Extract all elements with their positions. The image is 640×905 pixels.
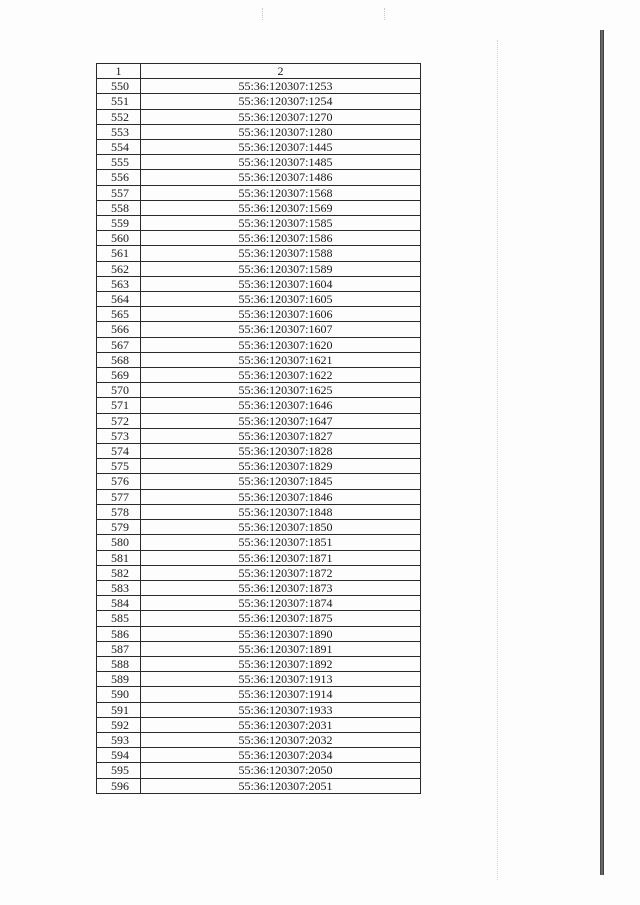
cadastral-number-cell: 55:36:120307:1892: [141, 656, 421, 671]
table-row: [97, 778, 421, 793]
cadastral-number-cell: 55:36:120307:1586: [141, 231, 421, 246]
cadastral-number-cell: 55:36:120307:1254: [141, 94, 421, 109]
cadastral-number-cell: 55:36:120307:1850: [141, 520, 421, 535]
cadastral-number-cell: 55:36:120307:1589: [141, 261, 421, 276]
table-header-row: [97, 64, 421, 79]
cadastral-number-cell: 55:36:120307:1891: [141, 641, 421, 656]
row-number-cell: 552: [97, 109, 141, 124]
cadastral-number-cell: 55:36:120307:1872: [141, 565, 421, 580]
row-number-cell: 551: [97, 94, 141, 109]
row-number-cell: 562: [97, 261, 141, 276]
cadastral-number-cell: 55:36:120307:1588: [141, 246, 421, 261]
row-number-cell: 572: [97, 413, 141, 428]
cadastral-number-cell: 55:36:120307:1875: [141, 611, 421, 626]
table-row: [97, 261, 421, 276]
column-header-code: 2: [141, 64, 421, 79]
cadastral-number-cell: 55:36:120307:1253: [141, 79, 421, 94]
row-number-cell: 566: [97, 322, 141, 337]
table-row: [97, 672, 421, 687]
table-row: [97, 565, 421, 580]
row-number-cell: 557: [97, 185, 141, 200]
cadastral-number-cell: 55:36:120307:1604: [141, 276, 421, 291]
cadastral-number-cell: 55:36:120307:1569: [141, 200, 421, 215]
table-row: [97, 626, 421, 641]
row-number-cell: 584: [97, 596, 141, 611]
row-number-cell: 596: [97, 778, 141, 793]
cadastral-number-cell: 55:36:120307:2050: [141, 763, 421, 778]
cadastral-number-cell: 55:36:120307:1607: [141, 322, 421, 337]
row-number-cell: 579: [97, 520, 141, 535]
table-row: [97, 124, 421, 139]
cadastral-number-cell: 55:36:120307:1568: [141, 185, 421, 200]
cadastral-number-cell: 55:36:120307:2034: [141, 748, 421, 763]
row-number-cell: 594: [97, 748, 141, 763]
cadastral-number-cell: 55:36:120307:1890: [141, 626, 421, 641]
cadastral-number-cell: 55:36:120307:1933: [141, 702, 421, 717]
table-row: [97, 535, 421, 550]
table-header: [97, 64, 421, 79]
row-number-cell: 578: [97, 504, 141, 519]
cadastral-number-cell: 55:36:120307:1625: [141, 383, 421, 398]
registry-table-container: [96, 63, 420, 794]
row-number-cell: 585: [97, 611, 141, 626]
cadastral-number-cell: 55:36:120307:1846: [141, 489, 421, 504]
row-number-cell: 574: [97, 444, 141, 459]
row-number-cell: 592: [97, 717, 141, 732]
cadastral-number-cell: 55:36:120307:1647: [141, 413, 421, 428]
table-row: [97, 504, 421, 519]
cadastral-number-cell: 55:36:120307:1827: [141, 428, 421, 443]
table-row: [97, 596, 421, 611]
table-row: [97, 732, 421, 747]
table-row: [97, 459, 421, 474]
row-number-cell: 564: [97, 292, 141, 307]
table-row: [97, 656, 421, 671]
row-number-cell: 587: [97, 641, 141, 656]
row-number-cell: 573: [97, 428, 141, 443]
table-row: [97, 368, 421, 383]
cadastral-number-cell: 55:36:120307:1914: [141, 687, 421, 702]
cadastral-number-cell: 55:36:120307:1621: [141, 352, 421, 367]
table-row: [97, 520, 421, 535]
cadastral-number-cell: 55:36:120307:1646: [141, 398, 421, 413]
cadastral-number-cell: 55:36:120307:1913: [141, 672, 421, 687]
row-number-cell: 561: [97, 246, 141, 261]
table-row: [97, 337, 421, 352]
row-number-cell: 569: [97, 368, 141, 383]
cadastral-number-cell: 55:36:120307:1585: [141, 216, 421, 231]
table-row: [97, 200, 421, 215]
scan-artifact-line: [497, 40, 499, 880]
table-row: [97, 398, 421, 413]
row-number-cell: 568: [97, 352, 141, 367]
row-number-cell: 559: [97, 216, 141, 231]
row-number-cell: 554: [97, 140, 141, 155]
row-number-cell: 555: [97, 155, 141, 170]
row-number-cell: 576: [97, 474, 141, 489]
table-row: [97, 702, 421, 717]
cadastral-number-cell: 55:36:120307:1845: [141, 474, 421, 489]
table-row: [97, 246, 421, 261]
row-number-cell: 556: [97, 170, 141, 185]
cadastral-number-cell: 55:36:120307:1485: [141, 155, 421, 170]
table-row: [97, 444, 421, 459]
table-row: [97, 94, 421, 109]
table-row: [97, 185, 421, 200]
table-row: [97, 641, 421, 656]
table-row: [97, 155, 421, 170]
table-row: [97, 748, 421, 763]
row-number-cell: 590: [97, 687, 141, 702]
row-number-cell: 575: [97, 459, 141, 474]
cadastral-number-cell: 55:36:120307:2032: [141, 732, 421, 747]
table-row: [97, 216, 421, 231]
row-number-cell: 591: [97, 702, 141, 717]
scan-edge-shadow: [600, 30, 604, 875]
cadastral-number-cell: 55:36:120307:1445: [141, 140, 421, 155]
row-number-cell: 550: [97, 79, 141, 94]
table-row: [97, 717, 421, 732]
table-row: [97, 550, 421, 565]
cadastral-number-table: [96, 63, 421, 794]
table-row: [97, 140, 421, 155]
row-number-cell: 565: [97, 307, 141, 322]
cadastral-number-cell: 55:36:120307:1874: [141, 596, 421, 611]
table-row: [97, 383, 421, 398]
table-row: [97, 79, 421, 94]
cadastral-number-cell: 55:36:120307:1848: [141, 504, 421, 519]
row-number-cell: 593: [97, 732, 141, 747]
cadastral-number-cell: 55:36:120307:1606: [141, 307, 421, 322]
row-number-cell: 577: [97, 489, 141, 504]
table-row: [97, 687, 421, 702]
cadastral-number-cell: 55:36:120307:1280: [141, 124, 421, 139]
table-row: [97, 276, 421, 291]
cadastral-number-cell: 55:36:120307:1270: [141, 109, 421, 124]
table-row: [97, 611, 421, 626]
table-row: [97, 170, 421, 185]
table-row: [97, 489, 421, 504]
cadastral-number-cell: 55:36:120307:1829: [141, 459, 421, 474]
table-row: [97, 580, 421, 595]
row-number-cell: 588: [97, 656, 141, 671]
cadastral-number-cell: 55:36:120307:1486: [141, 170, 421, 185]
table-row: [97, 474, 421, 489]
cadastral-number-cell: 55:36:120307:1622: [141, 368, 421, 383]
scan-artifact-mark: [384, 8, 389, 20]
row-number-cell: 595: [97, 763, 141, 778]
cadastral-number-cell: 55:36:120307:2031: [141, 717, 421, 732]
table-row: [97, 307, 421, 322]
table-row: [97, 763, 421, 778]
cadastral-number-cell: 55:36:120307:2051: [141, 778, 421, 793]
table-row: [97, 292, 421, 307]
cadastral-number-cell: 55:36:120307:1873: [141, 580, 421, 595]
row-number-cell: 586: [97, 626, 141, 641]
cadastral-number-cell: 55:36:120307:1851: [141, 535, 421, 550]
table-row: [97, 322, 421, 337]
table-row: [97, 231, 421, 246]
column-header-number: 1: [97, 64, 141, 79]
table-row: [97, 109, 421, 124]
cadastral-number-cell: 55:36:120307:1620: [141, 337, 421, 352]
row-number-cell: 570: [97, 383, 141, 398]
row-number-cell: 583: [97, 580, 141, 595]
table-row: [97, 428, 421, 443]
row-number-cell: 567: [97, 337, 141, 352]
row-number-cell: 580: [97, 535, 141, 550]
table-body: [97, 79, 421, 794]
table-row: [97, 352, 421, 367]
row-number-cell: 558: [97, 200, 141, 215]
cadastral-number-cell: 55:36:120307:1605: [141, 292, 421, 307]
cadastral-number-cell: 55:36:120307:1828: [141, 444, 421, 459]
scan-artifact-mark: [262, 8, 267, 20]
row-number-cell: 581: [97, 550, 141, 565]
row-number-cell: 553: [97, 124, 141, 139]
table-row: [97, 413, 421, 428]
row-number-cell: 571: [97, 398, 141, 413]
row-number-cell: 582: [97, 565, 141, 580]
row-number-cell: 589: [97, 672, 141, 687]
row-number-cell: 560: [97, 231, 141, 246]
cadastral-number-cell: 55:36:120307:1871: [141, 550, 421, 565]
row-number-cell: 563: [97, 276, 141, 291]
